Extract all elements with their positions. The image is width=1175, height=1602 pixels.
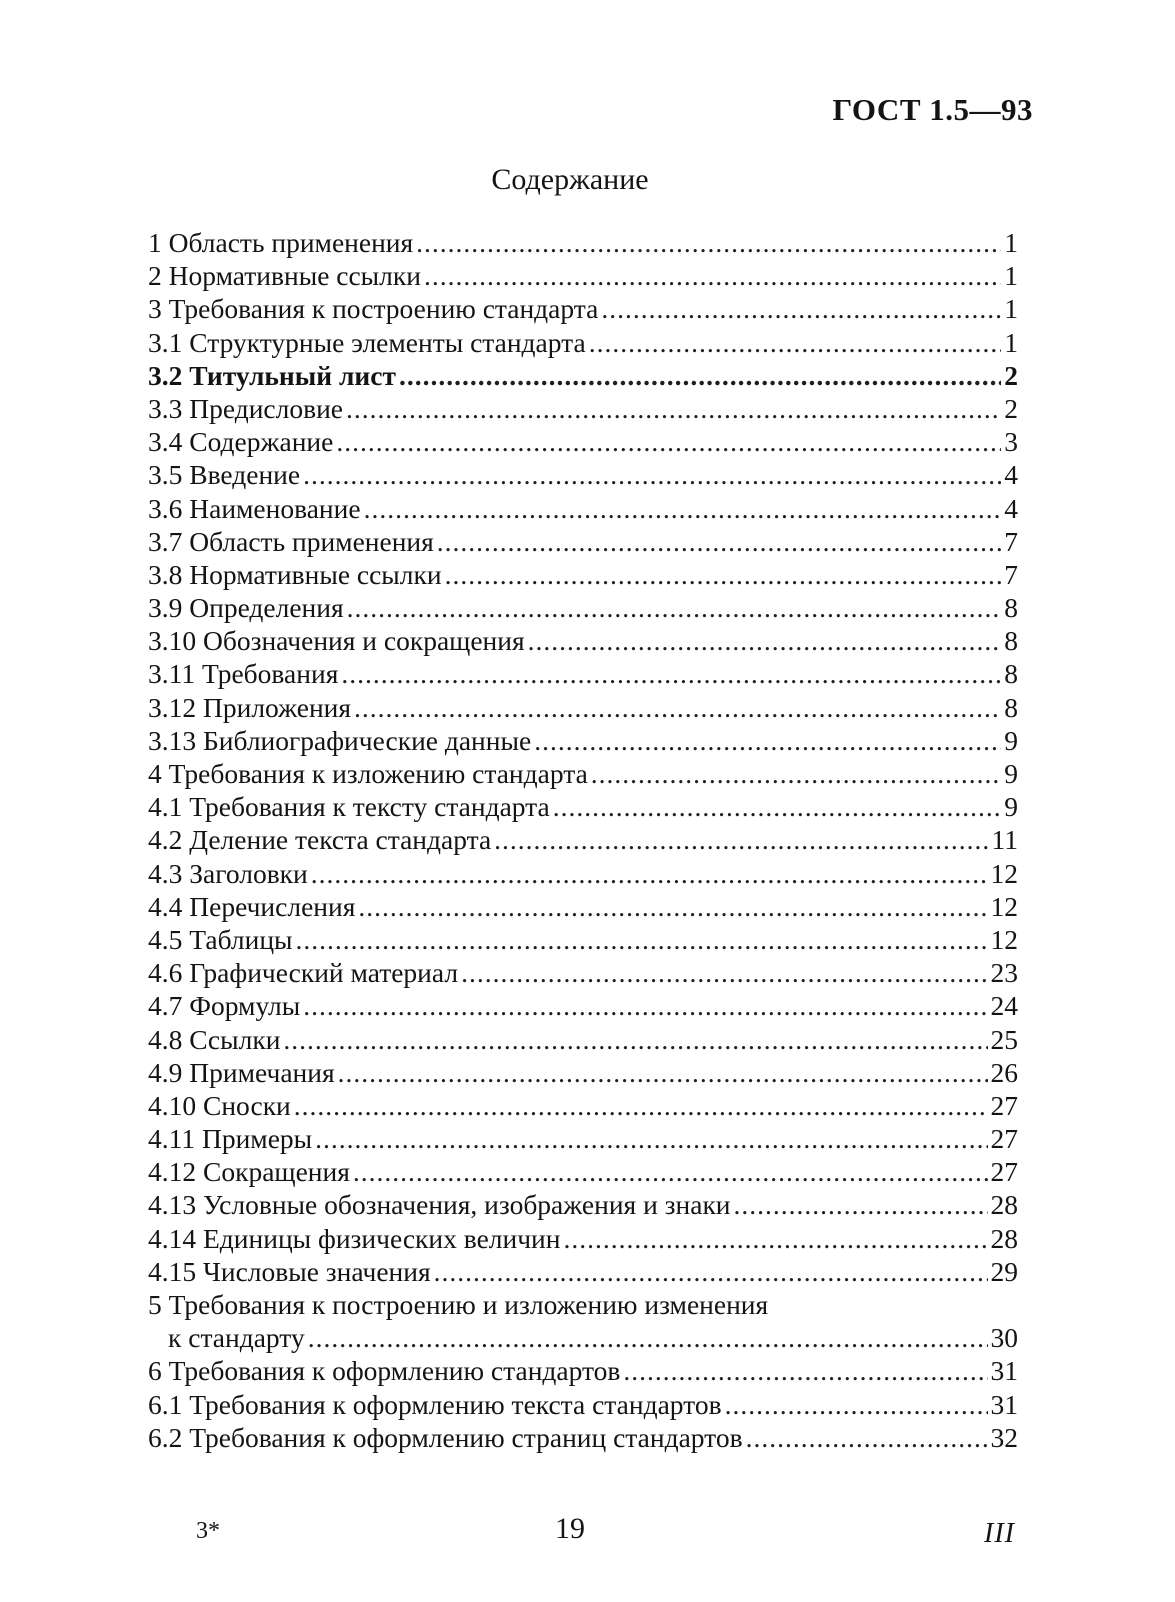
toc-entry bbox=[148, 857, 1018, 890]
toc-entry-label: 4 Требования к изложению стандарта bbox=[148, 758, 588, 789]
toc-entry-label: 4.1 Требования к тексту стандарта bbox=[148, 791, 550, 823]
toc-entry-page: 31 bbox=[990, 1388, 1018, 1420]
toc-entry bbox=[148, 890, 1018, 923]
toc-entry-page: 4 bbox=[1004, 492, 1018, 524]
toc-entry-label: 6 Требования к оформлению стандартов bbox=[148, 1355, 621, 1387]
toc-entry-page: 9 bbox=[1004, 791, 1018, 823]
toc-leader-dots bbox=[416, 226, 1001, 259]
toc-entry-label: 3.10 Обозначения и сокращения bbox=[148, 625, 525, 657]
table-of-contents bbox=[148, 226, 1018, 1454]
toc-entry-label: 4.8 Ссылки bbox=[148, 1023, 281, 1055]
toc-entry bbox=[148, 392, 1018, 425]
toc-entry-label: 3.8 Нормативные ссылки bbox=[148, 558, 442, 590]
toc-entry bbox=[148, 624, 1018, 657]
toc-entry-page: 2 bbox=[1004, 392, 1018, 424]
toc-leader-dots bbox=[445, 558, 1002, 591]
toc-entry-label: 3.11 Требования bbox=[148, 658, 339, 690]
toc-leader-dots bbox=[734, 1188, 988, 1221]
toc-entry-page: 31 bbox=[990, 1355, 1018, 1387]
toc-title: Содержание bbox=[491, 163, 649, 196]
toc-leader-dots bbox=[589, 326, 1002, 359]
toc-entry bbox=[148, 591, 1018, 624]
toc-leader-dots bbox=[424, 259, 1001, 292]
toc-entry-label: 3.7 Область применения bbox=[148, 525, 434, 557]
toc-leader-dots bbox=[725, 1388, 988, 1421]
toc-entry-page: 26 bbox=[990, 1056, 1018, 1088]
toc-entry bbox=[148, 923, 1018, 956]
toc-leader-dots bbox=[494, 823, 988, 856]
toc-entry-page: 29 bbox=[990, 1255, 1018, 1287]
toc-entry-page: 8 bbox=[1004, 658, 1018, 690]
toc-leader-dots bbox=[534, 724, 1001, 757]
toc-entry-page: 9 bbox=[1004, 724, 1018, 756]
toc-entry bbox=[148, 558, 1018, 591]
toc-entry bbox=[148, 326, 1018, 359]
toc-entry-page: 8 bbox=[1004, 625, 1018, 657]
toc-entry-label: 6.2 Требования к оформлению страниц стандартов bbox=[148, 1421, 743, 1453]
toc-entry bbox=[148, 1056, 1018, 1089]
document-code: ГОСТ 1.5—93 bbox=[832, 92, 1033, 127]
toc-leader-dots bbox=[303, 458, 1001, 491]
toc-leader-dots bbox=[296, 923, 988, 956]
toc-entry-label-continuation: к стандарту bbox=[168, 1322, 305, 1354]
toc-entry-page: 30 bbox=[990, 1322, 1018, 1354]
toc-entry-label: 2 Нормативные ссылки bbox=[148, 260, 421, 292]
toc-leader-dots bbox=[308, 1321, 988, 1354]
toc-entry-label: 4.4 Перечисления bbox=[148, 890, 356, 922]
toc-entry bbox=[148, 292, 1018, 325]
toc-entry-label: 4.9 Примечания bbox=[148, 1056, 335, 1088]
toc-entry bbox=[148, 1023, 1018, 1056]
toc-leader-dots bbox=[564, 1222, 988, 1255]
toc-entry-label: 4.12 Сокращения bbox=[148, 1156, 350, 1188]
toc-leader-dots bbox=[338, 1056, 988, 1089]
toc-entry-page: 12 bbox=[990, 890, 1018, 922]
toc-entry bbox=[148, 359, 1018, 392]
toc-entry-page: 23 bbox=[990, 957, 1018, 989]
toc-entry-label: 3.9 Определения bbox=[148, 592, 344, 624]
toc-entry bbox=[148, 1188, 1018, 1221]
toc-entry bbox=[148, 1354, 1018, 1387]
toc-entry-label: 4.6 Графический материал bbox=[148, 957, 459, 989]
toc-entry bbox=[148, 458, 1018, 491]
toc-entry bbox=[148, 1421, 1018, 1454]
toc-leader-dots bbox=[601, 292, 1001, 325]
page-number: 19 bbox=[555, 1512, 585, 1545]
toc-entry bbox=[148, 1388, 1018, 1421]
toc-entry-label: 4.13 Условные обозначения, изображения и знаки bbox=[148, 1189, 731, 1221]
toc-entry-label: 3.3 Предисловие bbox=[148, 392, 343, 424]
toc-leader-dots bbox=[283, 1023, 987, 1056]
toc-leader-dots bbox=[294, 1089, 988, 1122]
toc-entry-page: 3 bbox=[1004, 426, 1018, 458]
toc-entry-label: 3.13 Библиографические данные bbox=[148, 724, 532, 756]
toc-leader-dots bbox=[364, 492, 1002, 525]
toc-leader-dots bbox=[746, 1421, 988, 1454]
toc-entry-label: 4.3 Заголовки bbox=[148, 857, 308, 889]
toc-entry-label: 6.1 Требования к оформлению текста стандартов bbox=[148, 1388, 722, 1420]
toc-entry-page: 1 bbox=[1004, 326, 1018, 358]
toc-entry-page: 8 bbox=[1004, 691, 1018, 723]
toc-leader-dots bbox=[528, 624, 1002, 657]
toc-entry-page: 32 bbox=[990, 1421, 1018, 1453]
toc-entry-page: 2 bbox=[1004, 359, 1018, 391]
toc-leader-dots bbox=[437, 525, 1001, 558]
toc-entry-page: 7 bbox=[1004, 525, 1018, 557]
toc-entry-page: 12 bbox=[990, 857, 1018, 889]
toc-leader-dots bbox=[315, 1122, 987, 1155]
toc-entry-label: 4.5 Таблицы bbox=[148, 923, 293, 955]
printer-signature: 3* bbox=[196, 1518, 220, 1544]
toc-leader-dots bbox=[591, 757, 1001, 790]
toc-entry-label: 3 Требования к построению стандарта bbox=[148, 293, 599, 325]
toc-entry bbox=[148, 823, 1018, 856]
toc-leader-dots bbox=[461, 956, 987, 989]
toc-entry bbox=[148, 989, 1018, 1022]
toc-leader-dots bbox=[347, 591, 1002, 624]
toc-entry-label: 3.5 Введение bbox=[148, 459, 301, 491]
toc-leader-dots bbox=[623, 1354, 987, 1387]
toc-entry-page: 28 bbox=[990, 1189, 1018, 1221]
toc-entry-label: 1 Область применения bbox=[148, 227, 414, 258]
toc-entry bbox=[148, 790, 1018, 823]
toc-entry-page: 11 bbox=[991, 824, 1018, 856]
toc-entry-page: 1 bbox=[1004, 260, 1018, 292]
toc-entry bbox=[148, 492, 1018, 525]
toc-entry-continuation bbox=[148, 1321, 1018, 1354]
toc-leader-dots bbox=[303, 989, 987, 1022]
toc-entry-page: 27 bbox=[990, 1089, 1018, 1121]
toc-entry bbox=[148, 691, 1018, 724]
toc-entry-page: 9 bbox=[1004, 758, 1018, 789]
toc-entry bbox=[148, 724, 1018, 757]
toc-leader-dots bbox=[354, 691, 1001, 724]
toc-leader-dots bbox=[311, 857, 988, 890]
toc-leader-dots bbox=[336, 425, 1001, 458]
toc-entry bbox=[148, 956, 1018, 989]
toc-entry-page: 27 bbox=[990, 1123, 1018, 1155]
toc-entry-label: 4.15 Числовые значения bbox=[148, 1255, 431, 1287]
toc-entry bbox=[148, 1122, 1018, 1155]
toc-entry bbox=[148, 757, 1018, 790]
toc-entry bbox=[148, 525, 1018, 558]
toc-entry-page: 27 bbox=[990, 1156, 1018, 1188]
toc-leader-dots bbox=[553, 790, 1002, 823]
toc-entry-page: 28 bbox=[990, 1222, 1018, 1254]
roman-page-number: III bbox=[984, 1518, 1015, 1549]
toc-leader-dots bbox=[341, 657, 1001, 690]
toc-entry-page: 1 bbox=[1004, 293, 1018, 325]
toc-entry-label: 3.2 Титульный лист bbox=[148, 359, 396, 391]
toc-entry-label: 4.11 Примеры bbox=[148, 1123, 313, 1155]
toc-leader-dots bbox=[434, 1255, 988, 1288]
toc-entry bbox=[148, 1222, 1018, 1255]
toc-entry bbox=[148, 657, 1018, 690]
toc-entry-page: 8 bbox=[1004, 592, 1018, 624]
toc-entry bbox=[148, 1255, 1018, 1288]
toc-entry-label: 4.7 Формулы bbox=[148, 990, 301, 1022]
toc-entry-page: 25 bbox=[990, 1023, 1018, 1055]
toc-leader-dots bbox=[399, 359, 1001, 392]
toc-entry-label: 3.12 Приложения bbox=[148, 691, 352, 723]
toc-leader-dots bbox=[353, 1155, 988, 1188]
toc-entry-page: 1 bbox=[1004, 227, 1018, 258]
toc-entry-label: 3.1 Структурные элементы стандарта bbox=[148, 326, 586, 358]
toc-entry-page: 7 bbox=[1004, 558, 1018, 590]
toc-entry-label: 4.2 Деление текста стандарта bbox=[148, 824, 492, 856]
toc-entry-label: 4.14 Единицы физических величин bbox=[148, 1222, 561, 1254]
toc-leader-dots bbox=[358, 890, 987, 923]
toc-entry bbox=[148, 226, 1018, 259]
toc-entry bbox=[148, 259, 1018, 292]
toc-entry-label: 3.6 Наименование bbox=[148, 492, 361, 524]
toc-entry bbox=[148, 1155, 1018, 1188]
toc-entry-label: 4.10 Сноски bbox=[148, 1089, 291, 1121]
toc-entry bbox=[148, 1089, 1018, 1122]
toc-entry-page: 24 bbox=[990, 990, 1018, 1022]
toc-entry-label: 3.4 Содержание bbox=[148, 426, 334, 458]
toc-entry-label: 5 Требования к построению и изложению изменения bbox=[148, 1289, 769, 1320]
toc-entry-page: 4 bbox=[1004, 459, 1018, 491]
toc-entry-page: 12 bbox=[990, 923, 1018, 955]
toc-entry bbox=[148, 1288, 1018, 1321]
toc-entry bbox=[148, 425, 1018, 458]
toc-leader-dots bbox=[346, 392, 1001, 425]
